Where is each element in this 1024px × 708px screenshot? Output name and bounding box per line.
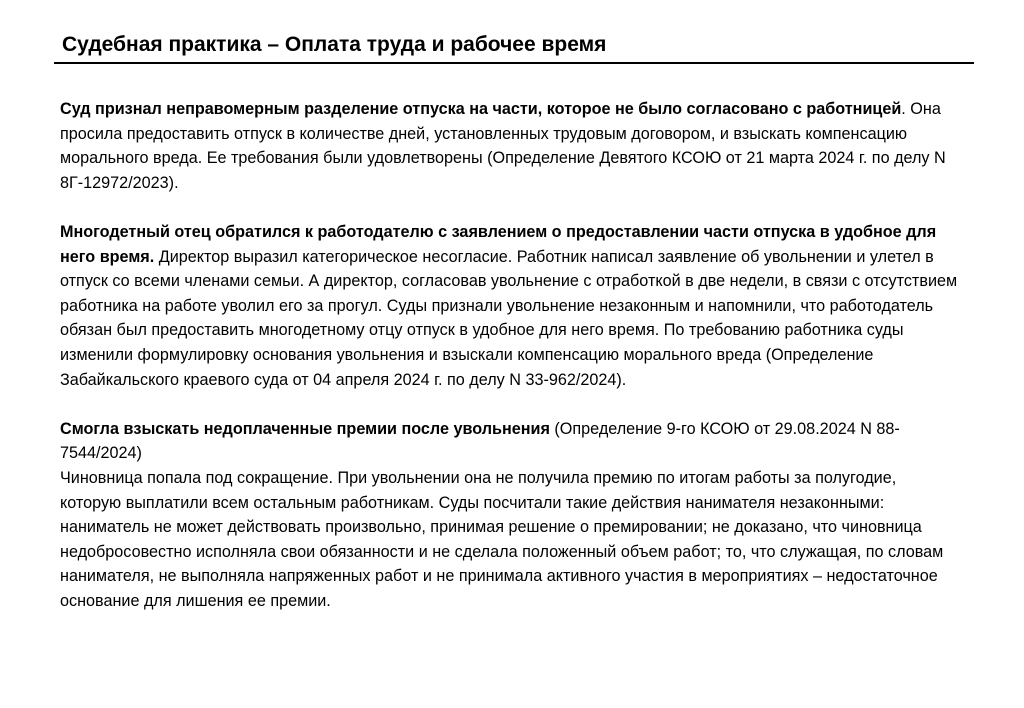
case-2 xyxy=(60,220,960,392)
title-underline xyxy=(54,62,974,64)
page-title: Судебная практика – Оплата труда и рабочее время xyxy=(62,33,607,56)
case-3-details: Чиновница попала под сокращение. При увольнении она не получила премию по итогам работы за полугодие, которую выплатили всем остальным работникам. Суды посчитали такие действия нанимателя незаконными: наниматель не может действовать произвольно, принимая решение о премировании; не доказано, что чиновница недобросовестно исполняла свои обязанности и не сделала положенный объем работ; то, что служащая, по словам нанимателя, не выполняла напряженных работ и не принимала активного участия в мероприятиях – недостаточное основание для лишения ее премии. xyxy=(60,468,944,610)
case-3 xyxy=(60,417,960,614)
case-3-citation: (Определение 9-го КСОЮ от 29.08.2024 N 88-7544/2024) xyxy=(60,419,900,463)
case-1-heading: Суд признал неправомерным разделение отпуска на части, которое не было согласовано с работницей xyxy=(60,100,902,118)
case-2-body: Директор выразил категорическое несогласие. Работник написал заявление об увольнении и улетел в отпуск со всеми членами семьи. А директор, согласовав увольнение с отработкой в две недели, в связи с отсутствием работника на работе уволил его за прогул. Суды признали увольнение незаконным и напомнили, что работодатель обязан был предоставить многодетному отцу отпуск в удобное для него время. По требованию работника суды изменили формулировку основания увольнения и взыскали компенсацию морального вреда (Определение Забайкальского краевого суда от 04 апреля 2024 г. по делу N 33-962/2024). xyxy=(60,247,958,389)
case-2-heading: Многодетный отец обратился к работодателю с заявлением о предоставлении части отпуска в удобное для него время. xyxy=(60,222,937,266)
case-1 xyxy=(60,97,960,195)
case-3-heading: Смогла взыскать недоплаченные премии после увольнения xyxy=(60,419,550,438)
case-1-body: . Она просила предоставить отпуск в количестве дней, установленных трудовым договором, и взыскать компенсацию морального вреда. Ее требования были удовлетворены (Определение Девятого КСОЮ от 21 марта 2024 г. по делу N 8Г-12972/2023). xyxy=(60,100,946,192)
content xyxy=(60,97,960,613)
